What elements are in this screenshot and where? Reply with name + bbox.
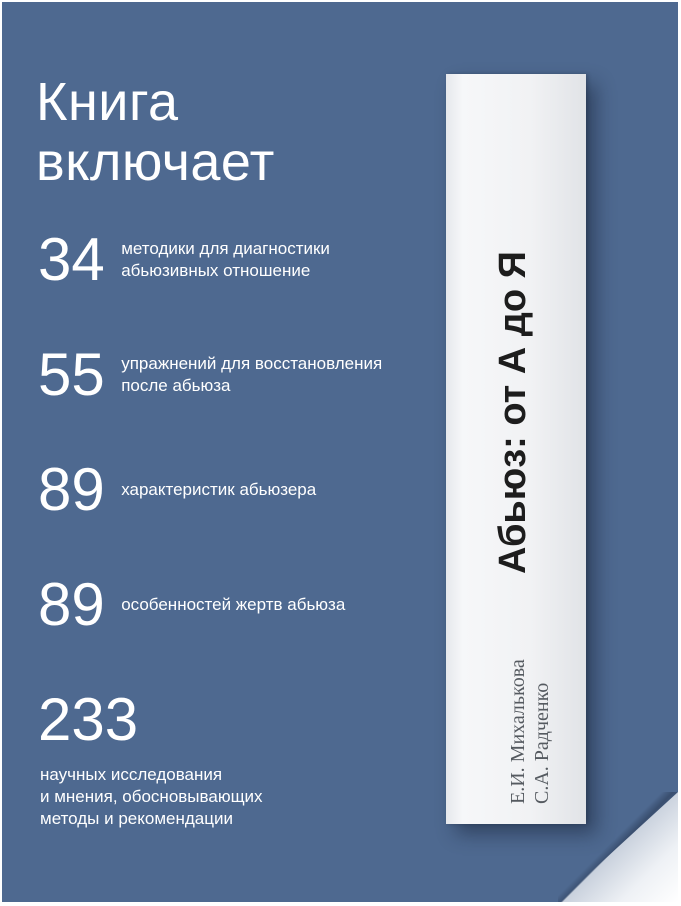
stat-description-line: и мнения, обосновывающих xyxy=(40,787,263,806)
stat-description-line: методы и рекомендации xyxy=(40,809,233,828)
stat-description-line: особенностей жертв абьюза xyxy=(121,595,346,614)
book-author: С.А. Радченко xyxy=(531,682,553,804)
stat-description-line: упражнений для восстановления xyxy=(121,354,383,373)
book-spine xyxy=(446,74,586,824)
stat-description-line: характеристик абьюзера xyxy=(121,480,317,499)
stat-exercises xyxy=(38,341,383,408)
stat-description-line: научных исследования xyxy=(40,765,223,784)
stat-description xyxy=(121,238,330,282)
book-author: Е.И. Михалькова xyxy=(507,659,529,804)
stat-description-line: абьюзивных отношение xyxy=(121,261,311,280)
stat-number: 55 xyxy=(38,341,105,408)
heading-line-1: Книга xyxy=(36,72,179,132)
stat-abuser-traits xyxy=(38,456,317,523)
stat-research xyxy=(38,686,263,830)
stat-description-line: после абьюза xyxy=(121,376,231,395)
promo-card xyxy=(2,2,678,902)
stat-description xyxy=(121,353,382,397)
stat-number: 233 xyxy=(38,686,139,753)
stat-number: 89 xyxy=(38,456,105,523)
stat-description xyxy=(121,594,345,616)
heading xyxy=(36,72,275,192)
stat-victim-traits xyxy=(38,571,346,638)
heading-line-2: включает xyxy=(36,132,275,192)
stat-number: 34 xyxy=(38,226,105,293)
stat-description xyxy=(121,479,316,501)
stat-description xyxy=(40,764,263,830)
stat-description-line: методики для диагностики xyxy=(121,239,330,258)
book-title: Абьюз: от А до Я xyxy=(492,251,534,574)
stat-number: 89 xyxy=(38,571,105,638)
book-authors xyxy=(506,659,554,804)
stat-methods xyxy=(38,226,330,293)
